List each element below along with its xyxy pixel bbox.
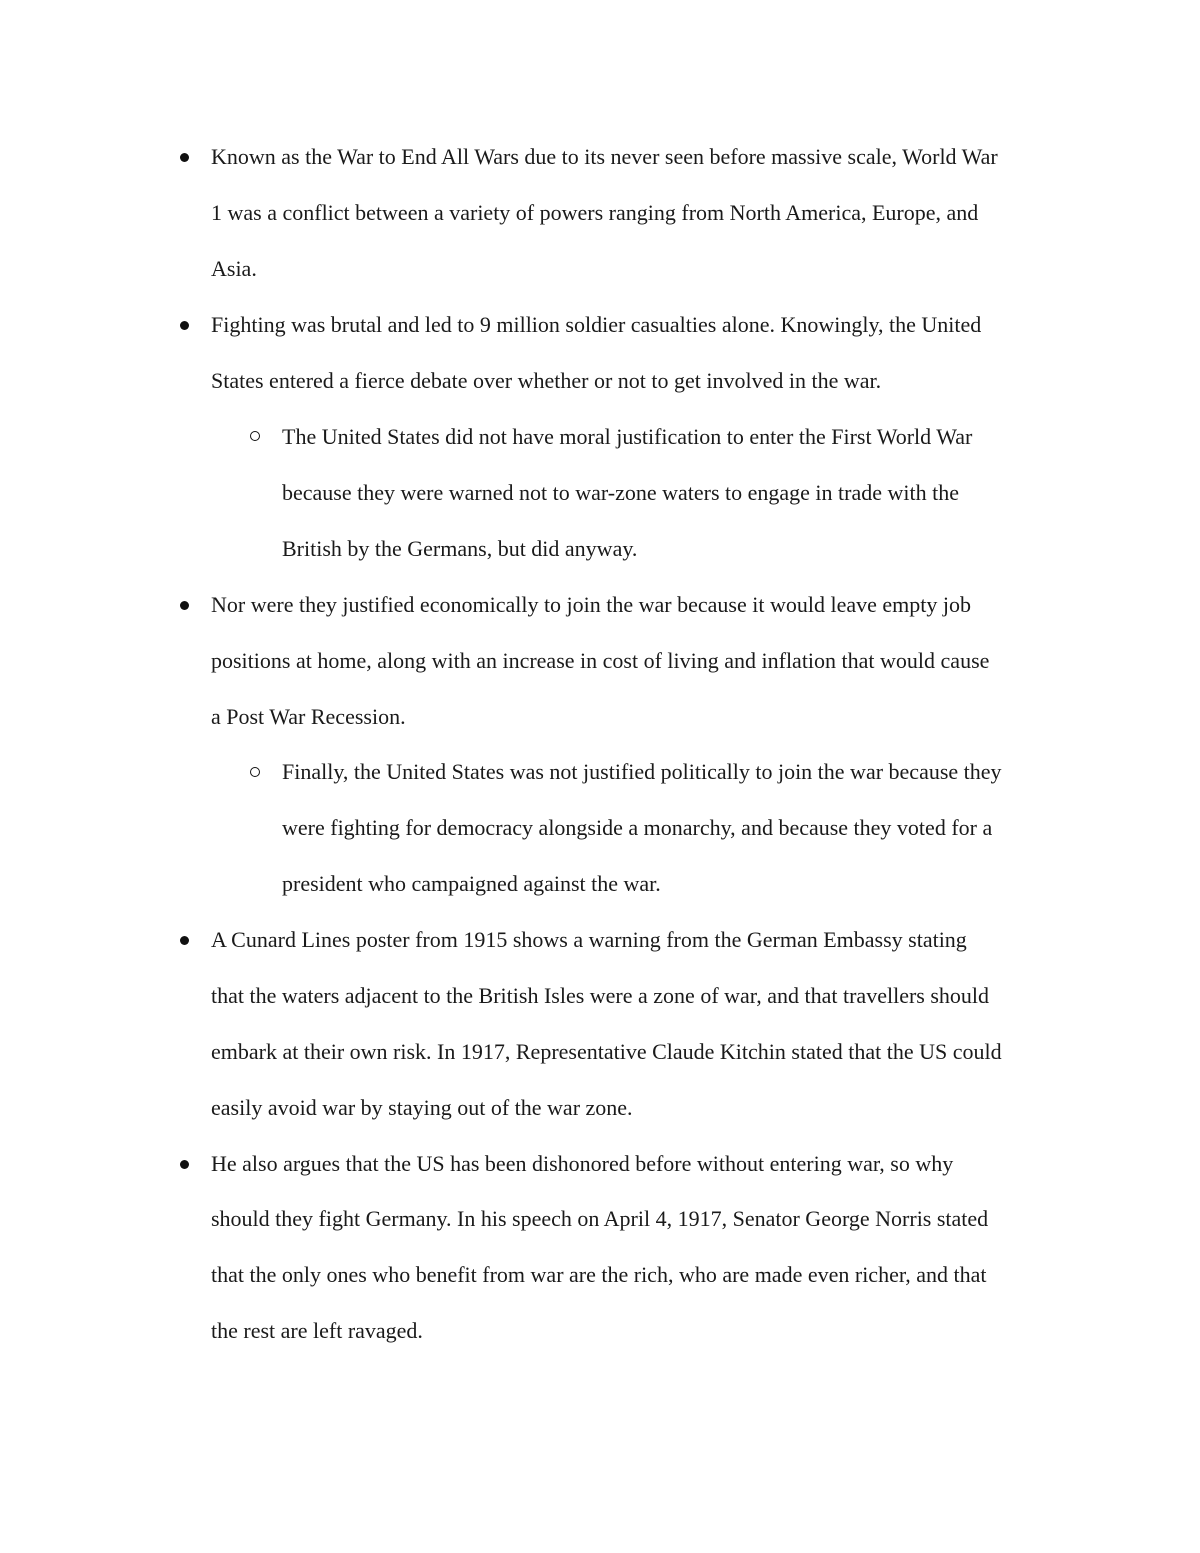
list-item-line: States entered a fierce debate over whether or not to get involved in the war. — [211, 368, 882, 393]
bullet-icon — [180, 153, 189, 162]
list-item-line: easily avoid war by staying out of the war zone. — [211, 1095, 633, 1120]
list-item-line: that the waters adjacent to the British Isles were a zone of war, and that travellers should — [211, 983, 990, 1008]
list-item-line: Known as the War to End All Wars due to its never seen before massive scale, World War — [211, 144, 998, 169]
hollow-bullet-icon — [250, 431, 260, 441]
list-item-line: should they fight Germany. In his speech on April 4, 1917, Senator George Norris stated — [211, 1206, 989, 1231]
bullet-icon — [180, 321, 189, 330]
sub-list-item-line: because they were warned not to war-zone waters to engage in trade with the — [282, 480, 959, 505]
list-item-line: A Cunard Lines poster from 1915 shows a warning from the German Embassy stating — [211, 927, 967, 952]
bullet-icon — [180, 936, 189, 945]
sub-list-item-line: president who campaigned against the war. — [282, 871, 661, 896]
hollow-bullet-icon — [250, 767, 260, 777]
sub-list-item-line: British by the Germans, but did anyway. — [282, 536, 638, 561]
list-item-line: positions at home, along with an increase in cost of living and inflation that would cause — [211, 648, 990, 673]
list-item-line: the rest are left ravaged. — [211, 1318, 423, 1343]
list-item-line: a Post War Recession. — [211, 704, 406, 729]
sub-list-item-line: Finally, the United States was not justified politically to join the war because they — [282, 759, 1002, 784]
list-item-line: that the only ones who benefit from war are the rich, who are made even richer, and that — [211, 1262, 987, 1287]
list-item-line: embark at their own risk. In 1917, Representative Claude Kitchin stated that the US could — [211, 1039, 1002, 1064]
list-item-line: Asia. — [211, 256, 257, 281]
bullet-icon — [180, 1160, 189, 1169]
list-item-line: 1 was a conflict between a variety of powers ranging from North America, Europe, and — [211, 200, 979, 225]
sub-list-item-line: were fighting for democracy alongside a monarchy, and because they voted for a — [282, 815, 993, 840]
list-item-line: He also argues that the US has been dishonored before without entering war, so why — [211, 1151, 954, 1176]
list-item-line: Fighting was brutal and led to 9 million soldier casualties alone. Knowingly, the United — [211, 312, 982, 337]
list-item-line: Nor were they justified economically to join the war because it would leave empty job — [211, 592, 971, 617]
sub-list-item-line: The United States did not have moral justification to enter the First World War — [282, 424, 973, 449]
bullet-icon — [180, 601, 189, 610]
